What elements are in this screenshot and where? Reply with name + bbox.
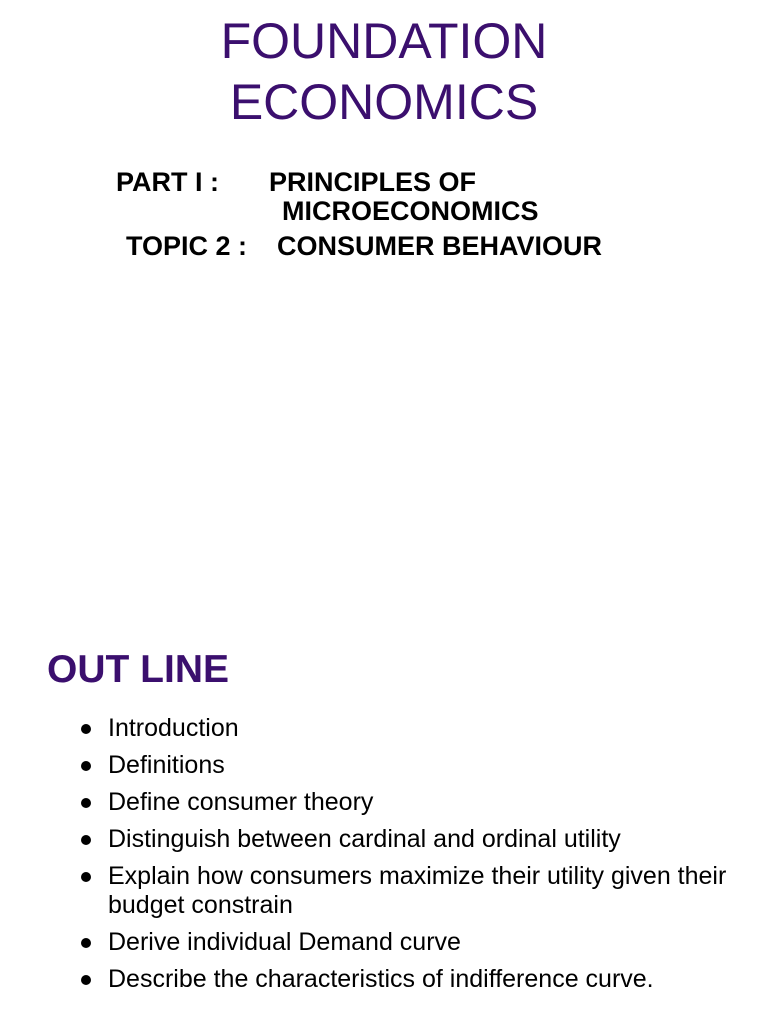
topic-line xyxy=(126,231,602,261)
part-text-line-2: MICROECONOMICS xyxy=(282,196,539,226)
list-item xyxy=(78,714,758,743)
title-line-2: ECONOMICS xyxy=(229,74,539,130)
list-item-text: Introduction xyxy=(108,714,239,742)
bullet-icon xyxy=(81,872,91,882)
part-label: PART I : xyxy=(116,167,219,197)
list-item-text: Explain how consumers maximize their utility given their budget constrain xyxy=(108,862,727,919)
topic-label: TOPIC 2 : xyxy=(126,231,248,261)
list-item xyxy=(78,825,758,854)
outline-heading: OUT LINE xyxy=(47,648,229,691)
list-item xyxy=(78,788,758,817)
bullet-icon xyxy=(81,761,91,771)
bullet-icon xyxy=(81,835,91,845)
list-item xyxy=(78,928,758,957)
bullet-icon xyxy=(81,798,91,808)
title-line-1: FOUNDATION xyxy=(220,13,548,69)
bullet-icon xyxy=(81,975,91,985)
part-text-line-1: PRINCIPLES OF xyxy=(269,167,477,197)
list-item-text: Describe the characteristics of indifference curve. xyxy=(108,965,654,993)
outline-list xyxy=(78,714,758,1002)
topic-text: CONSUMER BEHAVIOUR xyxy=(277,231,603,261)
bullet-icon xyxy=(81,724,91,734)
list-item xyxy=(78,751,758,780)
bullet-icon xyxy=(81,938,91,948)
list-item-text: Distinguish between cardinal and ordinal utility xyxy=(108,825,621,853)
list-item-text: Define consumer theory xyxy=(108,788,374,816)
list-item xyxy=(78,965,758,994)
list-item-text: Derive individual Demand curve xyxy=(108,928,461,956)
list-item-text: Definitions xyxy=(108,751,225,779)
outline-slide xyxy=(0,512,768,1024)
list-item xyxy=(78,862,758,920)
